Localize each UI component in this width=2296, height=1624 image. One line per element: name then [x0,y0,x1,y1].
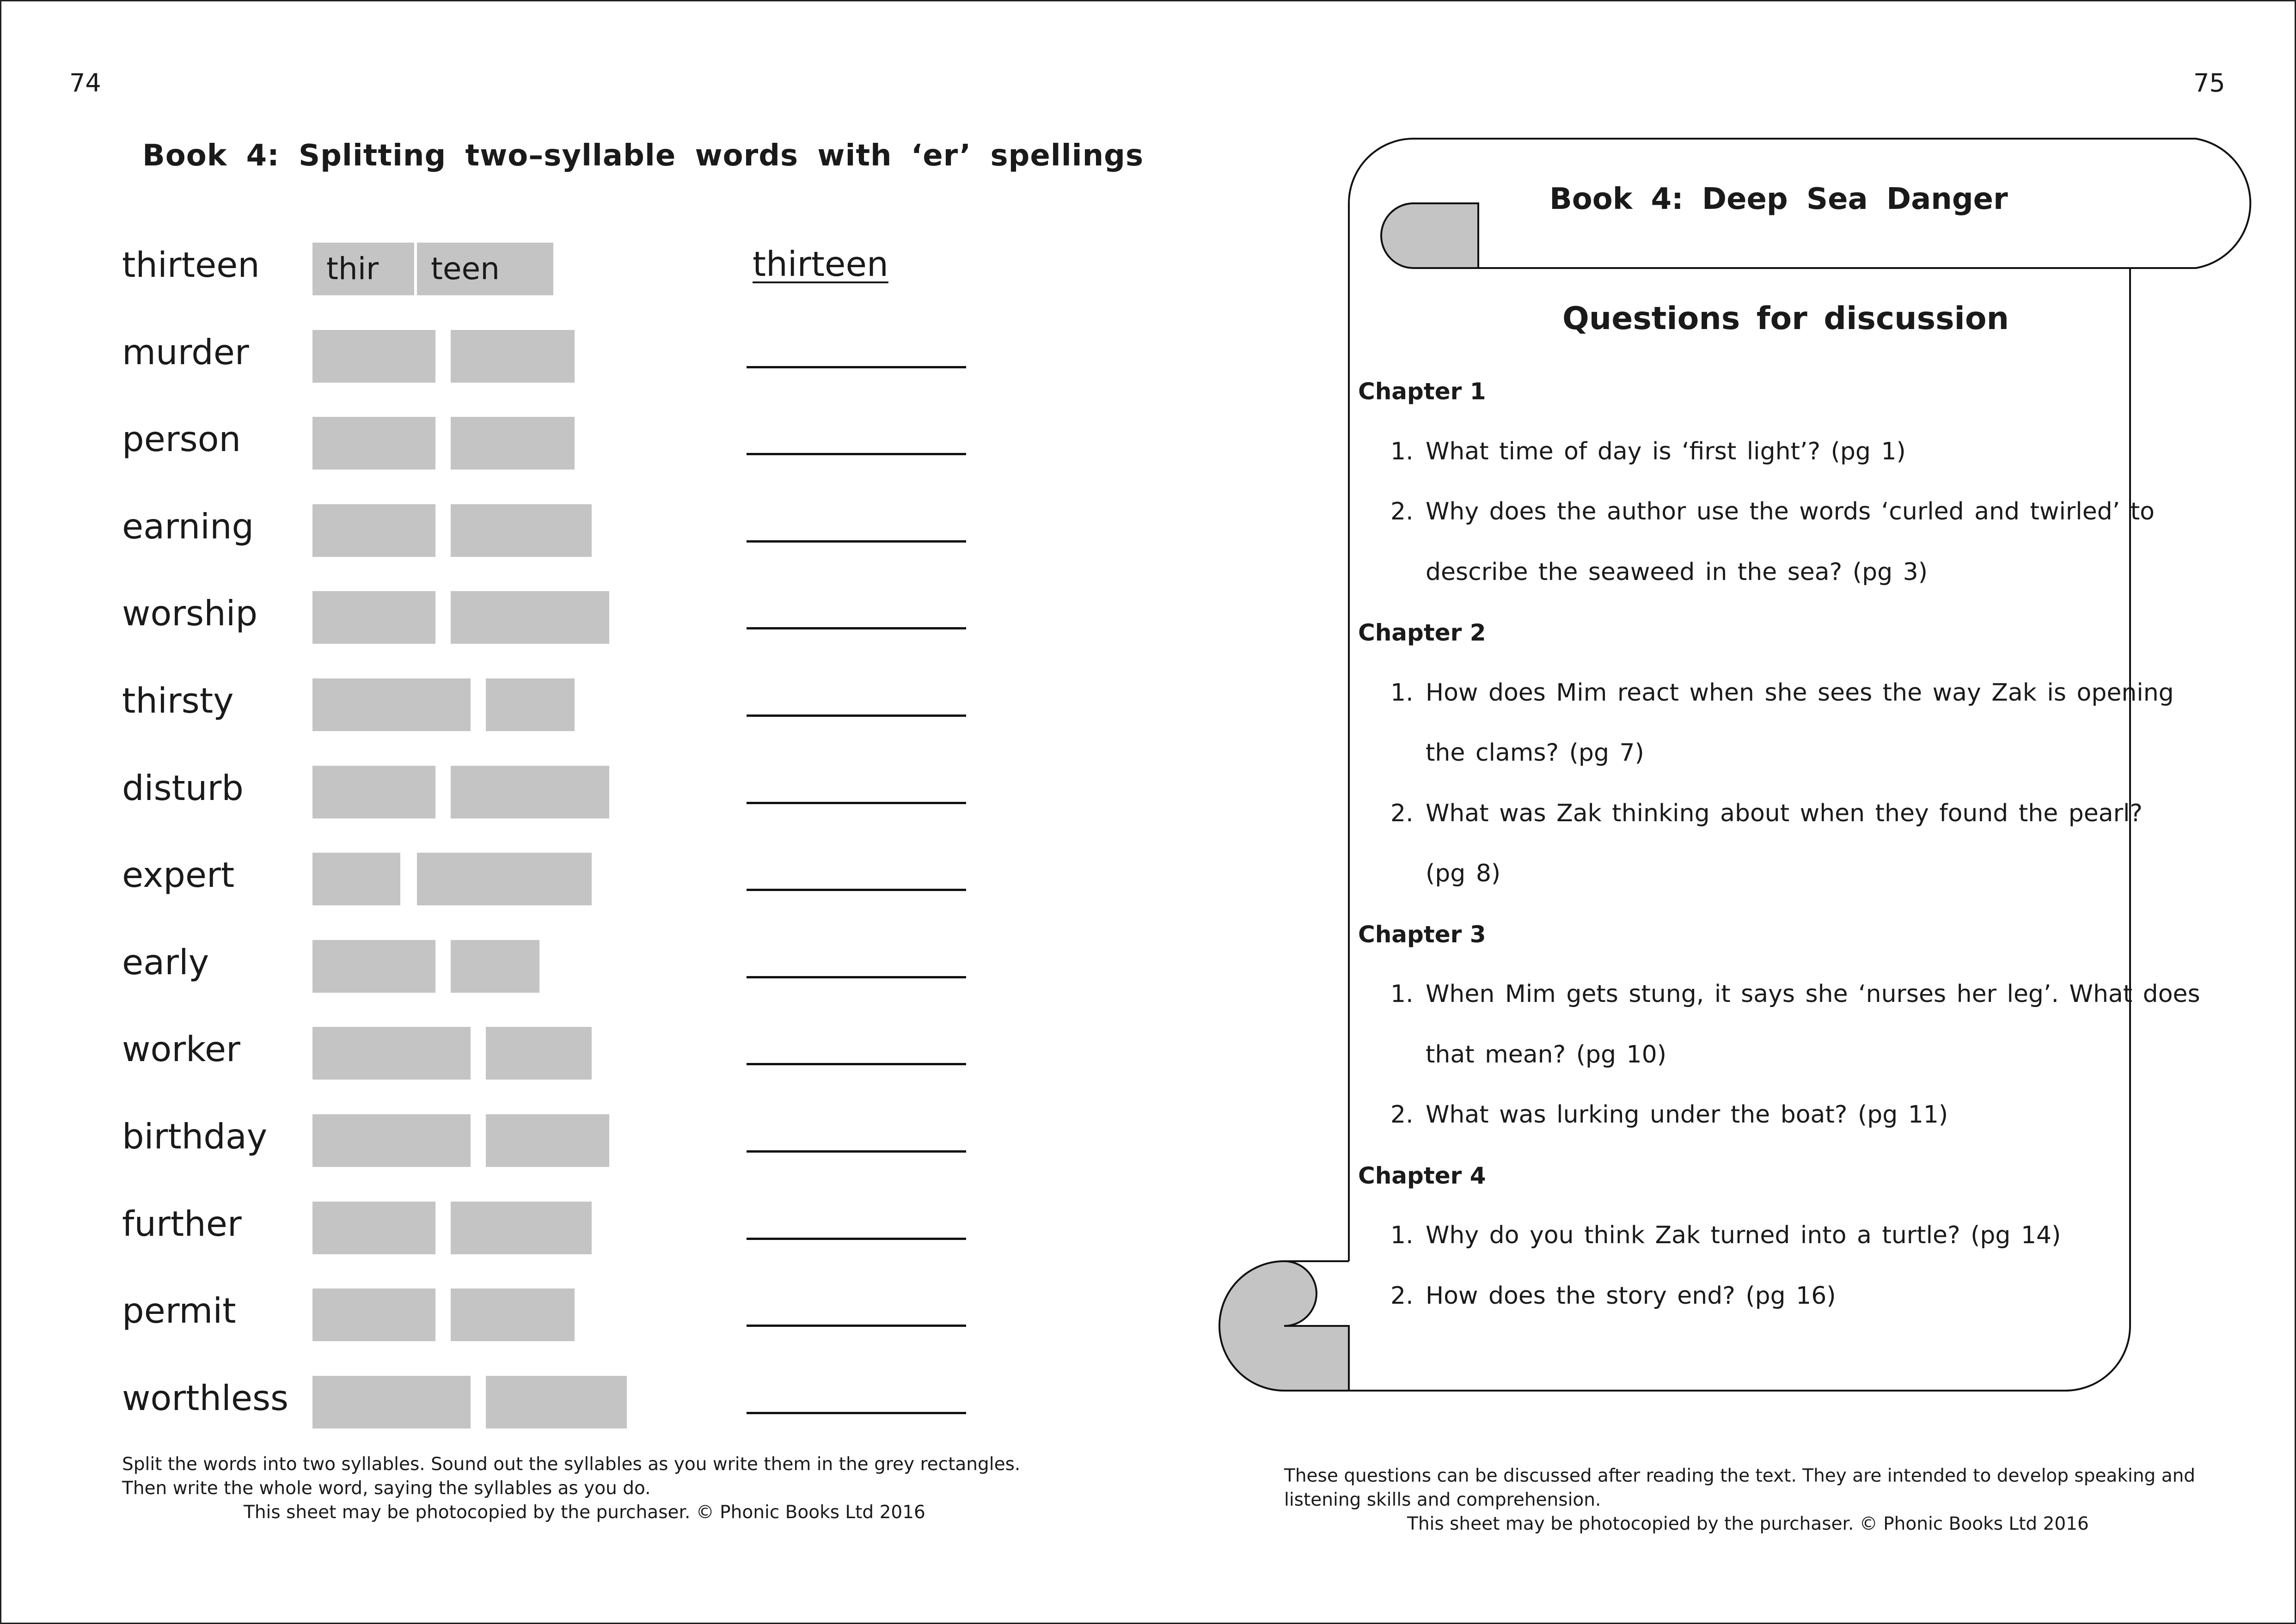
chapter-heading: Chapter 4 [1358,1162,1486,1189]
instructions-line-1: Split the words into two syllables. Sound out the syllables as you write them in the grey rectangles. [122,1454,1021,1475]
notes-line-2: listening skills and comprehension. [1284,1490,1601,1510]
left-page-number: 74 [69,68,101,98]
question-text: What was Zak thinking about when they found the pearl? [1426,799,2143,827]
word-1: murder [122,331,249,372]
word-7: expert [122,855,235,896]
left-page-title: Book 4: Splitting two–syllable words with ‘er’ spellings [142,139,1144,173]
word-10: birthday [122,1116,268,1157]
question-text: Why does the author use the words ‘curled and twirled’ to [1426,498,2155,525]
question-text: that mean? (pg 10) [1426,1040,1667,1068]
word-9: worker [122,1029,240,1070]
word-13: worthless [122,1377,289,1418]
question-number: 2. [1390,1101,1414,1129]
word-0: thirteen [122,244,260,285]
question-number: 2. [1390,1282,1414,1310]
notes-line-1: These questions can be discussed after reading the text. They are intended to develop speaking and [1284,1465,2196,1486]
left-copyright: This sheet may be photocopied by the purchaser. © Phonic Books Ltd 2016 [244,1502,925,1523]
word-6: disturb [122,767,244,808]
scroll-title: Book 4: Deep Sea Danger [1549,182,2008,216]
chapter-heading: Chapter 2 [1358,619,1486,646]
instructions-line-2: Then write the whole word, saying the syllables as you do. [122,1478,651,1499]
question-number: 2. [1390,799,1414,827]
right-page-number: 75 [2193,68,2225,98]
question-text: What was lurking under the boat? (pg 11) [1426,1101,1948,1129]
chapter-heading: Chapter 1 [1358,378,1486,405]
example-answer: thirteen [753,244,888,284]
word-11: further [122,1203,242,1244]
question-text: the clams? (pg 7) [1426,739,1644,767]
question-number: 1. [1390,980,1414,1008]
question-text: How does the story end? (pg 16) [1426,1282,1836,1310]
word-4: worship [122,593,258,634]
word-8: early [122,941,209,983]
word-3: earning [122,506,254,547]
word-2: person [122,419,241,460]
question-text: describe the seaweed in the sea? (pg 3) [1426,558,1928,586]
chapter-heading: Chapter 3 [1358,921,1486,948]
question-text: When Mim gets stung, it says she ‘nurses her leg’. What does [1426,980,2200,1008]
right-copyright: This sheet may be photocopied by the purchaser. © Phonic Books Ltd 2016 [1407,1514,2089,1534]
question-number: 2. [1390,498,1414,525]
question-text: What time of day is ‘first light’? (pg 1) [1426,437,1906,465]
question-text: How does Mim react when she sees the way Zak is opening [1426,678,2174,707]
questions-heading: Questions for discussion [1562,300,2009,337]
syllable-box: thir [312,243,414,295]
word-5: thirsty [122,680,234,721]
word-12: permit [122,1290,236,1331]
question-number: 1. [1390,678,1414,707]
syllable-box: teen [417,243,553,295]
question-text: Why do you think Zak turned into a turtle? (pg 14) [1426,1221,2061,1249]
question-number: 1. [1390,1221,1414,1249]
question-number: 1. [1390,437,1414,465]
question-text: (pg 8) [1426,860,1501,887]
